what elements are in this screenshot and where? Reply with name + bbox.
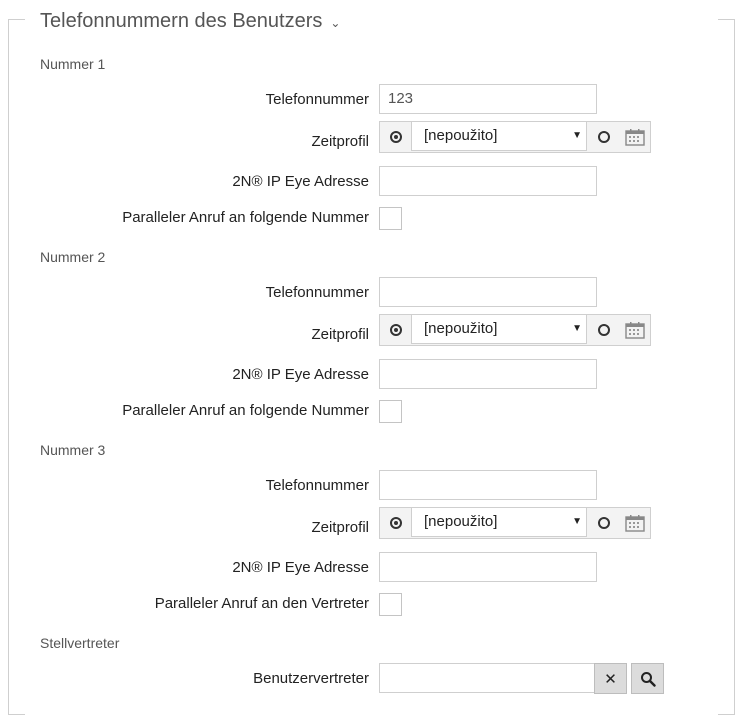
radio-selected-icon bbox=[390, 517, 402, 529]
radio-unselected-icon bbox=[598, 517, 610, 529]
timeprofile-select-value: [nepoužito] bbox=[424, 513, 498, 530]
calendar-icon[interactable] bbox=[621, 315, 649, 345]
timeprofile-label-2: Zeitprofil bbox=[311, 326, 369, 343]
eye-address-label-2: 2N® IP Eye Adresse bbox=[232, 366, 369, 383]
timeprofile-radio-select-1[interactable] bbox=[380, 122, 411, 152]
phone-label-3: Telefonnummer bbox=[265, 477, 369, 494]
parallel-call-checkbox-3[interactable] bbox=[379, 593, 402, 616]
timeprofile-label-1: Zeitprofil bbox=[311, 133, 369, 150]
eye-address-input-2[interactable] bbox=[379, 359, 597, 389]
phone-input-3[interactable] bbox=[379, 470, 597, 500]
timeprofile-select-value: [nepoužito] bbox=[424, 320, 498, 337]
timeprofile-select-1[interactable] bbox=[411, 121, 587, 151]
timeprofile-select-value: [nepoužito] bbox=[424, 127, 498, 144]
section-title: Telefonnummern des Benutzers bbox=[40, 10, 323, 32]
radio-selected-icon bbox=[390, 131, 402, 143]
dropdown-arrow-icon: ▼ bbox=[572, 323, 582, 334]
timeprofile-select-3[interactable] bbox=[411, 507, 587, 537]
phone-input-1[interactable]: 123 bbox=[379, 84, 597, 114]
timeprofile-radio-select-3[interactable] bbox=[380, 508, 411, 538]
group-title-number-1: Nummer 1 bbox=[40, 56, 106, 72]
phone-label-1: Telefonnummer bbox=[265, 91, 369, 108]
group-title-number-2: Nummer 2 bbox=[40, 249, 106, 265]
search-button[interactable] bbox=[631, 663, 664, 694]
timeprofile-radio-calendar-1[interactable] bbox=[588, 122, 619, 152]
section-header[interactable] bbox=[40, 10, 344, 33]
clear-button[interactable] bbox=[594, 663, 627, 694]
parallel-call-label-3: Paralleler Anruf an den Vertreter bbox=[154, 595, 369, 612]
eye-address-label-3: 2N® IP Eye Adresse bbox=[232, 559, 369, 576]
phone-input-2[interactable] bbox=[379, 277, 597, 307]
deputy-label: Benutzervertreter bbox=[253, 670, 369, 687]
chevron-down-icon[interactable]: ⌄ bbox=[330, 15, 341, 30]
close-icon: ✕ bbox=[604, 670, 617, 688]
timeprofile-control-1 bbox=[379, 121, 651, 153]
fieldset-border-left bbox=[8, 19, 25, 715]
calendar-icon[interactable] bbox=[621, 508, 649, 538]
deputy-input[interactable] bbox=[379, 663, 597, 693]
timeprofile-label-3: Zeitprofil bbox=[311, 519, 369, 536]
timeprofile-radio-calendar-2[interactable] bbox=[588, 315, 619, 345]
timeprofile-radio-select-2[interactable] bbox=[380, 315, 411, 345]
parallel-call-checkbox-1[interactable] bbox=[379, 207, 402, 230]
fieldset-border-right bbox=[718, 19, 735, 715]
timeprofile-control-3 bbox=[379, 507, 651, 539]
parallel-call-label-2: Paralleler Anruf an folgende Nummer bbox=[122, 402, 369, 419]
radio-unselected-icon bbox=[598, 131, 610, 143]
parallel-call-label-1: Paralleler Anruf an folgende Nummer bbox=[122, 209, 369, 226]
calendar-icon[interactable] bbox=[621, 122, 649, 152]
eye-address-input-3[interactable] bbox=[379, 552, 597, 582]
dropdown-arrow-icon: ▼ bbox=[572, 130, 582, 141]
search-icon bbox=[640, 671, 656, 687]
dropdown-arrow-icon: ▼ bbox=[572, 516, 582, 527]
group-title-number-3: Nummer 3 bbox=[40, 442, 106, 458]
radio-unselected-icon bbox=[598, 324, 610, 336]
group-title-deputy: Stellvertreter bbox=[40, 635, 120, 651]
timeprofile-control-2 bbox=[379, 314, 651, 346]
timeprofile-radio-calendar-3[interactable] bbox=[588, 508, 619, 538]
phone-label-2: Telefonnummer bbox=[265, 284, 369, 301]
eye-address-label-1: 2N® IP Eye Adresse bbox=[232, 173, 369, 190]
parallel-call-checkbox-2[interactable] bbox=[379, 400, 402, 423]
radio-selected-icon bbox=[390, 324, 402, 336]
timeprofile-select-2[interactable] bbox=[411, 314, 587, 344]
eye-address-input-1[interactable] bbox=[379, 166, 597, 196]
